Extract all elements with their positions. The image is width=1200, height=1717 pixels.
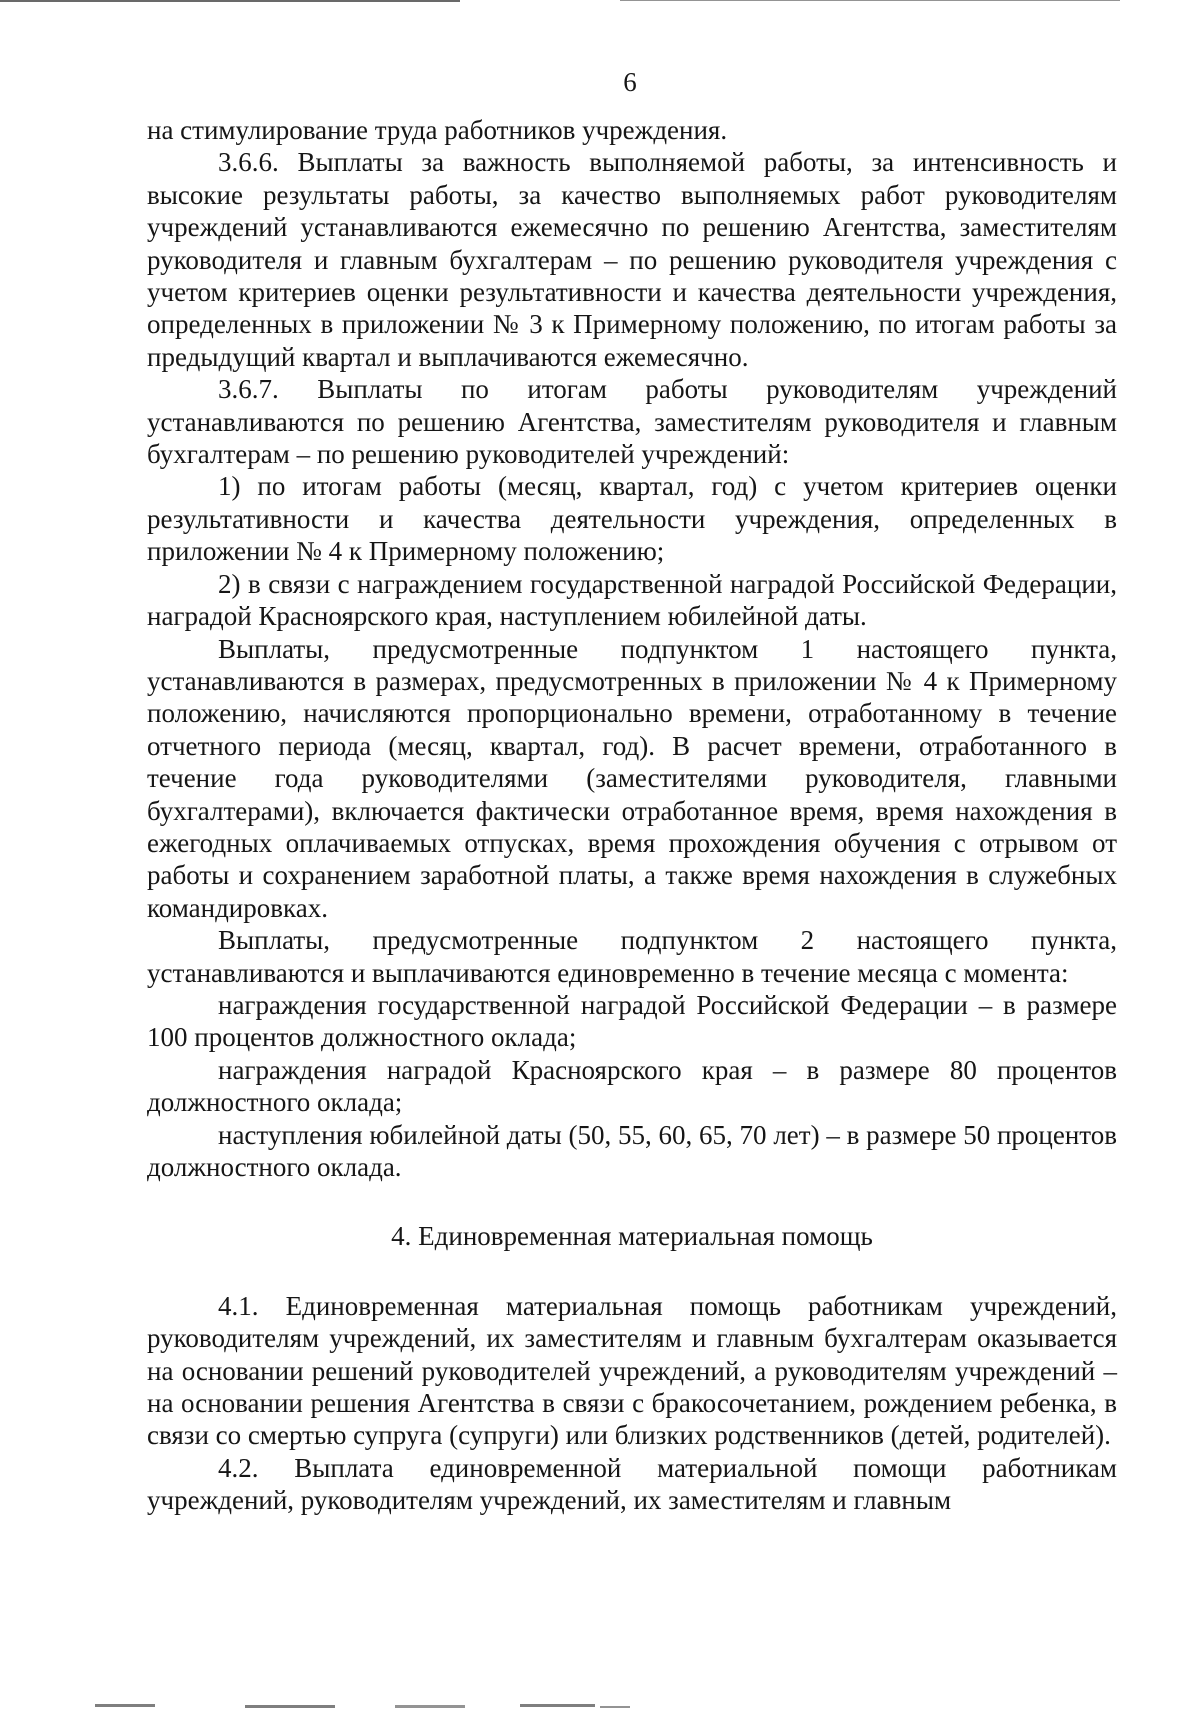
list-item-1: 1) по итогам работы (месяц, квартал, год) с учетом критериев оценки результативности и качества деятельности учреждения, определенных в приложении № 4 к Примерному положению; xyxy=(147,471,1117,567)
paragraph: Выплаты, предусмотренные подпунктом 2 настоящего пункта, устанавливаются и выплачиваются единовременно в течение месяца с момента: xyxy=(147,925,1117,988)
paragraph: на стимулирование труда работников учреждения. xyxy=(147,115,728,145)
paragraph: наступления юбилейной даты (50, 55, 60, 65, 70 лет) – в размере 50 процентов должностного оклада. xyxy=(147,1119,1117,1182)
paragraph-3-6-6: 3.6.6. Выплаты за важность выполняемой работы, за интенсивность и высокие результаты работы, за качество выполняемых работ руководителям учреждений устанавливаются ежемесячно по решению Агентства, заместителям руководителя и главным бухгалтерам – по решению руководителя учреждения с учетом критериев оценки результативности и качества деятельности учреждения, определенных в приложении № 3 к Примерному положению, по итогам работы за предыдущий квартал и выплачиваются ежемесячно. xyxy=(147,147,1117,372)
document-body xyxy=(147,114,1117,1517)
scan-artifact-top xyxy=(0,0,460,2)
scan-artifact-bottom xyxy=(600,1706,630,1708)
paragraph-4-2: 4.2. Выплата единовременной материальной помощи работникам учреждений, руководителям учреждений, их заместителям и главным xyxy=(147,1452,1117,1516)
section-heading: 4. Единовременная материальная помощь xyxy=(391,1221,873,1252)
paragraph: награждения наградой Красноярского края – в размере 80 процентов должностного оклада; xyxy=(147,1054,1117,1118)
list-item-2: 2) в связи с награждением государственной наградой Российской Федерации, наградой Красноярского края, наступлением юбилейной даты. xyxy=(147,568,1117,632)
scan-artifact-bottom xyxy=(395,1705,465,1708)
paragraph-4-1: 4.1. Единовременная материальная помощь работникам учреждений, руководителям учреждений, их заместителям и главным бухгалтерам оказывается на основании решений руководителей учреждений, а руководителям учреждений – на основании решения Агентства в связи с бракосочетанием, рождением ребенка, в связи со смертью супруга (супруги) или близких родственников (детей, родителей). xyxy=(147,1290,1117,1451)
scan-artifact-top-right xyxy=(620,0,1120,1)
paragraph-3-6-7: 3.6.7. Выплаты по итогам работы руководителям учреждений устанавливаются по решению Агентства, заместителям руководителя и главным бухгалтерам – по решению руководителей учреждений: xyxy=(147,374,1117,470)
scan-artifact-bottom xyxy=(245,1705,335,1708)
scan-artifact-bottom xyxy=(520,1704,595,1707)
paragraph: Выплаты, предусмотренные подпунктом 1 настоящего пункта, устанавливаются в размерах, предусмотренных в приложении № 4 к Примерному положению, начисляются пропорционально времени, отработанному в течение отчетного периода (месяц, квартал, год). В расчет времени, отработанного в течение года руководителями (заместителями руководителя, главными бухгалтерами), включается фактически отработанное время, время нахождения в ежегодных оплачиваемых отпусках, время прохождения обучения с отрывом от работы и сохранением заработной платы, а также время нахождения в служебных командировках. xyxy=(147,633,1117,923)
scan-artifact-bottom xyxy=(95,1704,155,1707)
page-number: 6 xyxy=(623,67,637,97)
paragraph: награждения государственной наградой Российской Федерации – в размере 100 процентов должностного оклада; xyxy=(147,989,1117,1053)
